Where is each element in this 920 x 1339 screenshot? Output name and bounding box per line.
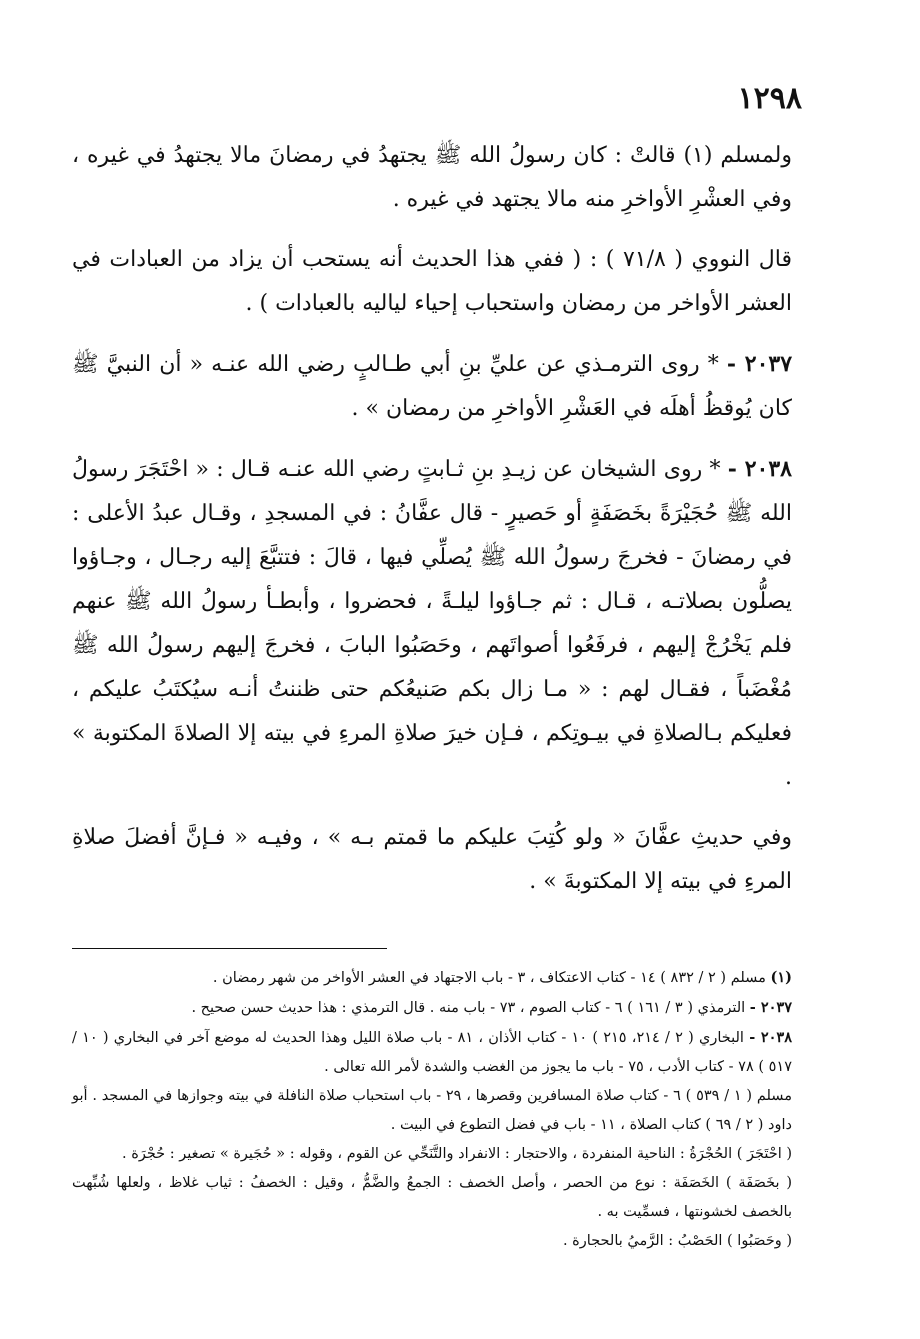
footnote-muslim-reference: [72, 1082, 792, 1140]
paragraph-muslim-narration: [72, 134, 792, 222]
footnote-gloss-khasafa: [72, 1169, 792, 1227]
footnote-2038: [72, 1023, 792, 1082]
footnotes: [72, 963, 792, 1256]
hadith-text: * روى الشيخان عن زيـدِ بنِ ثـابتٍ رضي الله عنـه قـال : « احْتَجَرَ رسولُ الله ﷺ حُجَيْرَةً بخَصَفَةٍ أو حَصيرٍ - قال عفَّانُ : في المسجدِ ، وقـال عبدُ الأعلى : في رمضانَ - فخرجَ رسولُ الله ﷺ يُصلِّي فيها ، قالَ : فتتبَّعَ إليه رجـال ، وجـاؤوا يصلُّون بصلاتـه ، قـال : ثم جـاؤوا ليلـةً ، فحضروا ، وأبطـأ رسولُ الله ﷺ عنهم فلم يَخْرُجْ إليهم ، فرفَعُوا أصواتَهم ، وحَصَبُوا البابَ ، فخرجَ إليهم رسولُ الله ﷺ مُغْضَباً ، فقـال لهم : « مـا زال بكم صَنيعُكم حتى ظننتُ أنـه سيُكتَبُ عليكم ، فعليكم بـالصلاةِ في بيـوتِكم ، فـإن خيرَ صلاةِ المرءِ في بيته إلا الصلاةَ المكتوبة » .: [72, 457, 792, 790]
hadith-2037: [72, 342, 792, 431]
footnote-text: ( احْتَجَرَ ) الحُجْرَةُ : الناحية المنفردة ، والاحتجار : الانفراد والتَّنَحِّي عن القوم ، وقوله : « حُجَيرة » تصغير : حُجْرَة .: [122, 1146, 792, 1162]
footnote-gloss-ihtajara: [72, 1140, 792, 1169]
footnote-number: (١): [770, 969, 792, 986]
paragraph-text: ولمسلم (١) قالتْ : كان رسولُ الله ﷺ يجتهدُ في رمضانَ مالا يجتهدُ في غيره ، وفي العشْرِ الأواخرِ منه مالا يجتهد في غيره .: [72, 143, 792, 212]
footnote-1: [72, 963, 792, 993]
paragraph-text: وفي حديثِ عفَّانَ « ولو كُتِبَ عليكم ما قمتم بـه » ، وفيـه « فـإنَّ أفضلَ صلاةِ المرءِ في بيته إلا المكتوبةَ » .: [72, 825, 792, 894]
footnote-number: ٢٠٣٧ -: [749, 999, 792, 1016]
footnote-2037: [72, 993, 792, 1023]
paragraph-text: قال النووي ( ٧١/٨ ) : ( ففي هذا الحديث أنه يستحب أن يزاد من العبادات في العشر الأواخر من رمضان واستحباب إحياء لياليه بالعبادات ) .: [72, 247, 792, 316]
footnote-gloss-hasabu: [72, 1227, 792, 1256]
footnote-text: مسلم ( ٢ / ٨٣٢ ) ١٤ - كتاب الاعتكاف ، ٣ - باب الاجتهاد في العشر الأواخر من شهر رمضان .: [212, 970, 766, 986]
paragraph-nawawi-comment: [72, 238, 792, 326]
hadith-text: * روى الترمـذي عن عليِّ بنِ أبي طـالبٍ رضي الله عنـه « أن النبيَّ ﷺ كان يُوقظُ أهلَه في العَشْرِ الأواخرِ من رمضان » .: [72, 352, 792, 421]
footnote-text: مسلم ( ١ / ٥٣٩ ) ٦ - كتاب صلاة المسافرين وقصرها ، ٢٩ - باب استحباب صلاة النافلة في بيته وجوازها في المسجد . أبو داود ( ٢ / ٦٩ ) كتاب الصلاة ، ١١ - باب في فضل التطوع في البيت .: [72, 1088, 792, 1133]
page-number: ١٢٩٨: [737, 81, 802, 116]
hadith-number: ٢٠٣٧ -: [726, 351, 793, 377]
paragraph-affan-variant: [72, 816, 792, 904]
hadith-number: ٢٠٣٨ -: [727, 456, 792, 482]
footnote-text: الترمذي ( ٣ / ١٦١ ) ٦ - كتاب الصوم ، ٧٣ - باب منه . قال الترمذي : هذا حديث حسن صحيح .: [191, 1000, 746, 1016]
footnote-text: ( وحَصَبُوا ) الحَصْبُ : الرَّميُ بالحجارة .: [562, 1233, 792, 1249]
footnote-text: ( بخَصَفَة ) الخَصَفَة : نوع من الحصر ، وأصل الخصف : الجمعُ والضَّمُّ ، وقيل : الخصفُ : ثياب غلاظ ، ولعلها شُبِّهت بالخصف لخشونتها ، فسمِّيت به .: [72, 1175, 792, 1220]
footnote-divider: [72, 948, 387, 949]
hadith-2038: [72, 447, 792, 800]
footnote-text: البخاري ( ٢ / ٢١٤، ٢١٥ ) ١٠ - كتاب الأذان ، ٨١ - باب صلاة الليل وهذا الحديث له موضع آخر في البخاري ( ١٠ / ٥١٧ ) ٧٨ - كتاب الأدب ، ٧٥ - باب ما يجوز من الغضب والشدة لأمر الله تعالى .: [72, 1030, 792, 1075]
footnote-number: ٢٠٣٨ -: [749, 1029, 793, 1046]
